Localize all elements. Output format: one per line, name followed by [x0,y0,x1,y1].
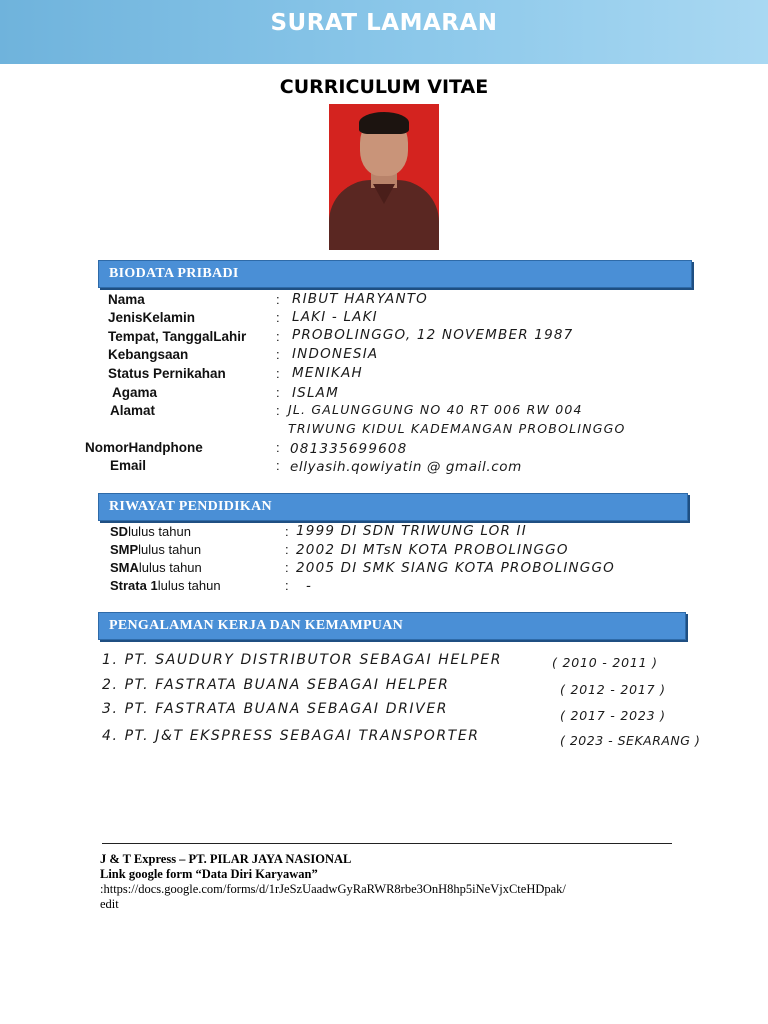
footer-divider [102,843,672,844]
label-sd-level: SD [110,524,129,539]
colon: : [276,403,280,418]
label-alamat: Alamat [110,403,156,418]
label-hp: NomorHandphone [85,440,203,455]
experience-item-2: 2. PT. FASTRATA BUANA SEBAGAI HELPER [102,677,450,693]
photo-hair [359,112,409,134]
colon: : [276,440,280,455]
profile-photo [329,104,439,250]
experience-item-3: 3. PT. FASTRATA BUANA SEBAGAI DRIVER [102,701,449,717]
label-email: Email [110,458,147,473]
value-hp: 081335699608 [290,441,408,457]
label-sd [110,524,191,539]
label-sma [110,560,202,575]
section-pengalaman [98,612,686,640]
section-pendidikan [98,493,688,521]
label-nama: Nama [108,292,145,307]
colon: : [276,385,280,400]
footer-form-label: Link google form “Data Diri Karyawan” [100,867,318,881]
experience-item-4: 4. PT. J&T EKSPRESS SEBAGAI TRANSPORTER [102,728,480,744]
colon: : [276,347,280,362]
footer-form-link[interactable]: :https://docs.google.com/forms/d/1rJeSzUaadwGyRaRWR8rbe3OnH8hp5iNeVjxCteHDpak/ [100,882,566,896]
label-sma-level: SMA [110,560,139,575]
label-smp-level: SMP [110,542,139,557]
footer-form-link-end[interactable]: edit [100,897,119,911]
colon: : [285,578,289,593]
value-ttl: PROBOLINGGO, 12 NOVEMBER 1987 [292,327,574,343]
label-s1 [110,578,221,593]
value-email: ellyasih.qowiyatin @ gmail.com [290,459,522,475]
label-s1-suffix: lulus tahun [157,578,221,593]
experience-period-3: ( 2017 - 2023 ) [560,708,666,723]
colon: : [276,458,280,473]
label-agama: Agama [112,385,158,400]
label-status: Status Pernikahan [108,366,226,381]
cv-title: CURRICULUM VITAE [279,76,489,98]
colon: : [285,560,289,575]
value-alamat-line2: TRIWUNG KIDUL KADEMANGAN PROBOLINGGO [288,421,626,436]
value-s1: - [306,578,313,594]
value-status: MENIKAH [292,365,363,381]
label-sma-suffix: lulus tahun [138,560,202,575]
label-kebangsaan: Kebangsaan [108,347,189,362]
value-kebangsaan: INDONESIA [292,346,379,362]
experience-period-4: ( 2023 - SEKARANG ) [560,733,701,748]
section-pendidikan-title: RIWAYAT PENDIDIKAN [109,499,272,514]
label-smp [110,542,201,557]
label-sd-suffix: lulus tahun [128,524,191,539]
value-nama: RIBUT HARYANTO [292,291,429,307]
colon: : [276,292,280,307]
banner-title: SURAT LAMARAN [270,10,498,36]
value-sma: 2005 DI SMK SIANG KOTA PROBOLINGGO [296,560,615,576]
colon: : [276,310,280,325]
label-ttl: Tempat, TanggalLahir [108,329,247,344]
value-alamat: JL. GALUNGGUNG NO 40 RT 006 RW 004 [288,402,583,417]
label-smp-suffix: lulus tahun [138,542,202,557]
experience-item-1: 1. PT. SAUDURY DISTRIBUTOR SEBAGAI HELPER [102,652,503,668]
experience-period-1: ( 2010 - 2011 ) [552,655,658,670]
experience-period-2: ( 2012 - 2017 ) [560,682,666,697]
footer-company: J & T Express – PT. PILAR JAYA NASIONAL [100,852,352,866]
colon: : [276,366,280,381]
value-sd: 1999 DI SDN TRIWUNG LOR II [296,523,527,539]
section-biodata [98,260,692,288]
header-banner [0,0,768,64]
colon: : [285,542,289,557]
section-pengalaman-title: PENGALAMAN KERJA DAN KEMAMPUAN [109,618,404,633]
value-smp: 2002 DI MTsN KOTA PROBOLINGGO [296,542,569,558]
colon: : [285,524,289,539]
section-biodata-title: BIODATA PRIBADI [109,266,239,281]
value-jenis-kelamin: LAKI - LAKI [292,309,378,325]
label-jenis-kelamin: JenisKelamin [108,310,196,325]
label-s1-level: Strata 1 [110,578,158,593]
value-agama: ISLAM [292,385,339,401]
colon: : [276,329,280,344]
